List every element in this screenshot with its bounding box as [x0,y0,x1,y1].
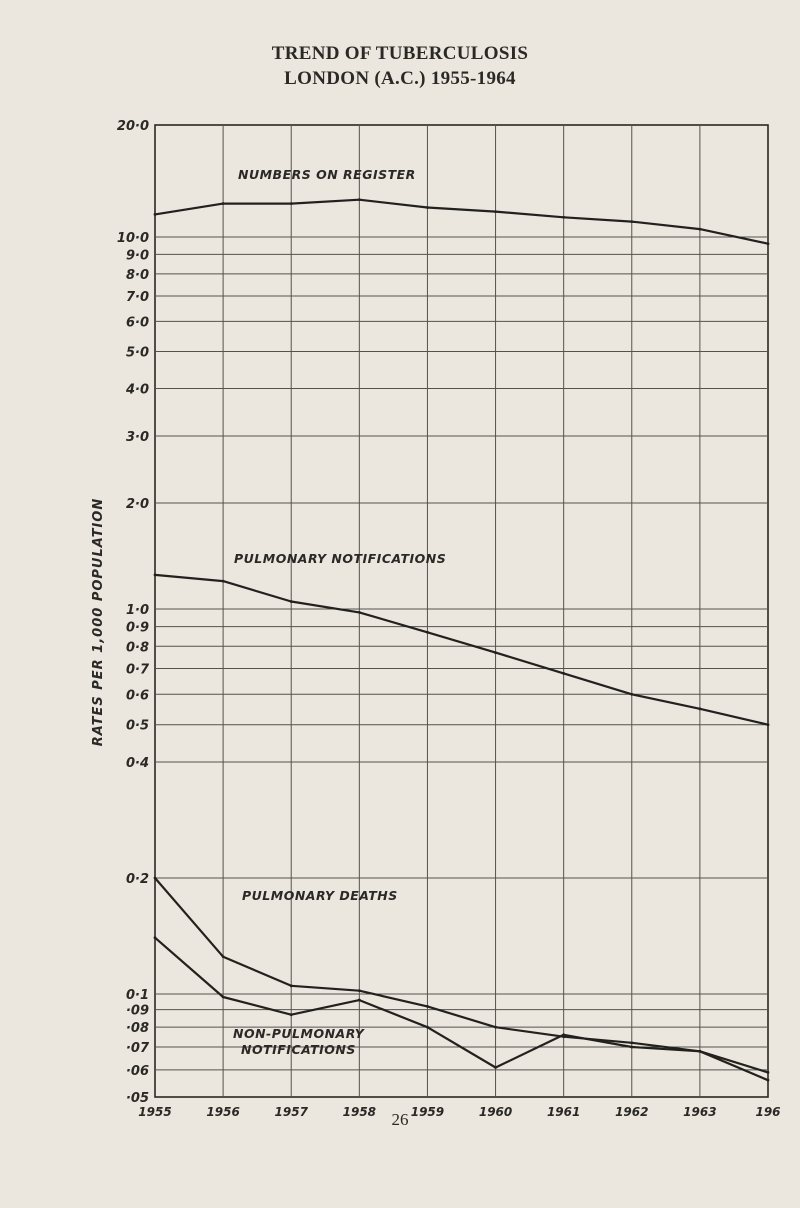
y-tick-label: 8·0 [125,267,149,283]
data-point [562,216,565,219]
data-point [494,1026,497,1029]
y-tick-label: 2·0 [125,497,149,512]
x-tick-label: 1956 [206,1105,240,1119]
data-point [426,1005,429,1008]
data-point [358,198,361,201]
x-tick-label: 196 [755,1105,781,1119]
series-label-pulmonary-deaths: PULMONARY DEATHS [242,888,398,903]
data-point [358,989,361,992]
y-tick-label: ·08 [125,1021,149,1037]
x-tick-label: 1958 [342,1105,377,1119]
data-point [426,206,429,209]
x-tick-label: 1962 [615,1105,649,1119]
y-tick-label: 9·0 [125,248,149,264]
y-tick-label: 20·0 [116,119,149,134]
series-label-non-pulmonary-notifications-1: NON-PULMONARY [233,1026,365,1041]
data-point [767,1079,770,1082]
y-tick-label: ·05 [125,1091,149,1106]
x-tick-label: 1961 [546,1105,581,1119]
data-point [698,1050,701,1053]
data-point [562,672,565,675]
series-label-pulmonary-notifications: PULMONARY NOTIFICATIONS [234,551,447,566]
data-point [290,600,293,603]
data-point [426,631,429,634]
data-point [562,1033,565,1036]
x-tick-label: 1955 [138,1105,172,1119]
data-point [767,723,770,726]
series-label-register: NUMBERS ON REGISTER [238,167,416,182]
y-tick-label: ·07 [125,1041,149,1057]
data-point [630,1046,633,1049]
y-tick-label: 1·0 [125,603,149,618]
y-tick-label: 3·0 [125,429,149,445]
y-tick-label: 0·7 [125,662,149,678]
series-line-non-pulmonary-notifications [155,938,768,1080]
y-tick-label: 10·0 [116,231,149,246]
data-point [154,877,157,880]
data-point [290,1013,293,1016]
data-point [767,1071,770,1074]
data-point [494,1066,497,1069]
y-tick-label: 0·8 [125,640,149,656]
chart-title-line-1: TREND OF TUBERCULOSIS [271,43,529,64]
data-point [222,996,225,999]
data-point [630,693,633,696]
data-point [154,213,157,216]
data-point [358,611,361,614]
data-point [154,573,157,576]
y-tick-label: 4·0 [125,382,149,398]
data-point [290,202,293,205]
data-point [494,651,497,654]
y-tick-label: 5·0 [125,345,149,361]
page-number: 26 [391,1110,409,1129]
y-tick-label: 6·0 [125,315,149,331]
data-point [698,228,701,231]
x-tick-label: 1963 [683,1105,717,1119]
y-tick-label: 0·4 [125,756,149,771]
series-line-pulmonary-notifications [155,575,768,725]
y-tick-label: 7·0 [125,289,149,305]
y-tick-label: 0·1 [125,988,149,1003]
data-point [290,984,293,987]
x-tick-label: 1959 [410,1105,445,1119]
data-point [222,580,225,583]
series-label-non-pulmonary-notifications-2: NOTIFICATIONS [241,1042,356,1057]
data-point [222,202,225,205]
y-tick-label: ·09 [125,1003,149,1019]
data-point [222,955,225,958]
data-point [698,707,701,710]
data-point [767,242,770,245]
y-axis-label: RATES PER 1,000 POPULATION [91,497,106,747]
x-tick-label: 1957 [274,1105,308,1119]
y-tick-label: ·06 [125,1063,149,1079]
data-point [358,999,361,1002]
data-point [426,1026,429,1029]
data-point [494,210,497,213]
data-point [630,220,633,223]
y-tick-label: 0·9 [125,620,149,636]
y-tick-label: 0·5 [125,718,149,734]
data-point [154,936,157,939]
data-point [630,1041,633,1044]
y-tick-label: 0·6 [125,688,149,704]
chart-title-line-2: LONDON (A.C.) 1955-1964 [284,68,516,89]
plot-frame [155,125,768,1097]
x-tick-label: 1960 [478,1105,513,1119]
y-tick-label: 0·2 [125,872,149,887]
